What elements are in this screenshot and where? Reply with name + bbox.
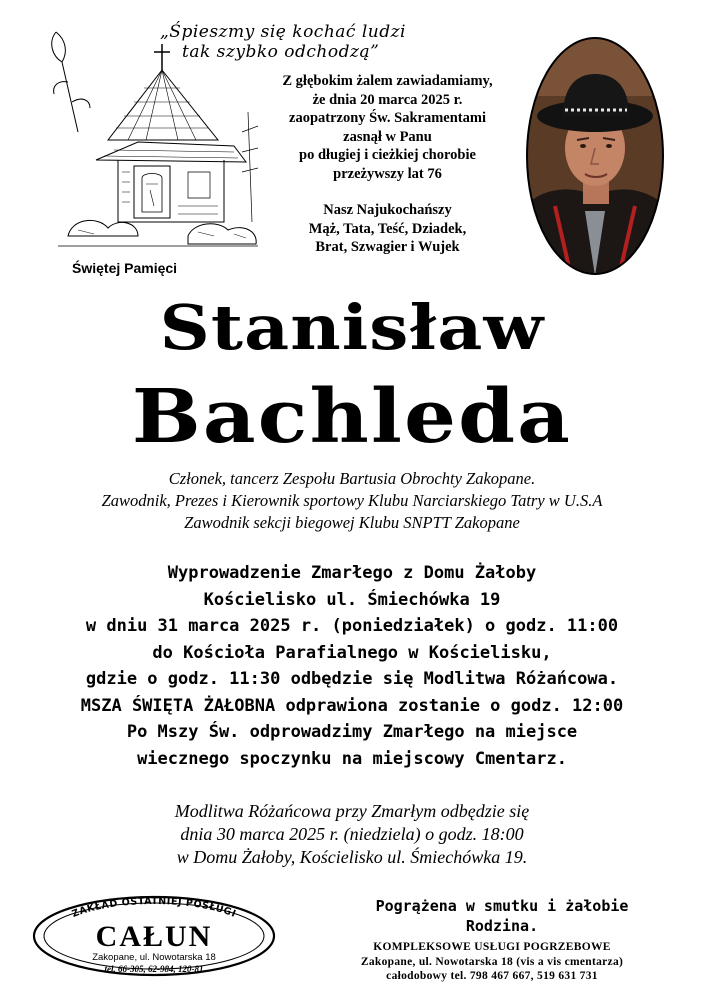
logo-phone: tel. 66-305, 62-984, 120-81 xyxy=(104,964,204,974)
relation-line: Nasz Najukochańszy xyxy=(323,202,452,218)
rosary-line: dnia 30 marca 2025 r. (niedziela) o godz. 18:00 xyxy=(180,824,524,844)
funeral-company-info xyxy=(280,940,704,984)
funeral-line: MSZA ŚWIĘTA ŻAŁOBNA odprawiona zostanie o godz. 12:00 xyxy=(80,695,624,716)
funeral-line: Kościelisko ul. Śmiechówka 19 xyxy=(203,589,501,610)
title-line: Zawodnik, Prezes i Kierownik sportowy Klubu Narciarskiego Tatry w U.S.A xyxy=(101,491,603,510)
death-announcement xyxy=(250,72,525,257)
deceased-first-name: Stanisław xyxy=(159,291,545,364)
funeral-line: Po Mszy Św. odprowadzimy Zmarłego na miejsce xyxy=(126,722,578,742)
in-memoriam-caption: Świętej Pamięci xyxy=(72,260,178,276)
rosary-info xyxy=(0,800,704,869)
title-line: Członek, tancerz Zespołu Bartusia Obrochty Zakopane. xyxy=(168,469,536,488)
company-line: całodobowy tel. 798 467 667, 519 631 731 xyxy=(386,970,598,982)
funeral-line: do Kościoła Parafialnego w Kościelisku, xyxy=(152,642,552,663)
announcement-line: po długiej i cieżkiej chorobie xyxy=(299,147,476,163)
caluan-funeral-home-logo-icon xyxy=(30,894,278,978)
deceased-titles xyxy=(0,468,704,534)
company-line: Zakopane, ul. Nowotarska 18 (vis a vis cmentarza) xyxy=(360,955,624,968)
deceased-last-name: Bachleda xyxy=(131,374,573,460)
family-signature xyxy=(352,896,652,936)
announcement-line: zaopatrzony Św. Sakramentami xyxy=(289,110,486,126)
rosary-line: w Domu Żałoby, Kościelisko ul. Śmiechówka 19. xyxy=(176,847,528,867)
announcement-line: że dnia 20 marca 2025 r. xyxy=(312,91,463,108)
rosary-line: Modlitwa Różańcowa przy Zmarłym odbędzie się xyxy=(174,801,530,821)
funeral-line: Wyprowadzenie Zmarłego z Domu Żałoby xyxy=(167,563,537,583)
relation-line: Mąż, Tata, Teść, Dziadek, xyxy=(308,220,467,237)
quote-line: tak szybko odchodzą” xyxy=(182,42,380,62)
quote-line: „Śpieszmy się kochać ludzi xyxy=(160,22,406,42)
logo-name: CAŁUN xyxy=(95,920,213,953)
funeral-line: wiecznego spoczynku na miejscowy Cmentarz. xyxy=(137,748,567,769)
funeral-schedule xyxy=(0,560,704,772)
family-line: Pogrążena w smutku i żałobie xyxy=(375,897,629,915)
company-line: KOMPLEKSOWE USŁUGI POGRZEBOWE xyxy=(373,941,611,953)
portrait-photo-icon xyxy=(525,36,665,276)
logo-address: Zakopane, ul. Nowotarska 18 xyxy=(92,952,216,963)
family-line: Rodzina. xyxy=(465,917,539,935)
svg-text:ZAKŁAD OSTATNIEJ POSŁUGI xyxy=(70,896,237,920)
announcement-line: przeżywszy lat 76 xyxy=(333,165,442,182)
funeral-line: w dniu 31 marca 2025 r. (poniedziałek) o godz. 11:00 xyxy=(85,616,619,636)
announcement-line: Z głębokim żalem zawiadamiamy, xyxy=(282,73,493,89)
wooden-chapel-sketch-icon xyxy=(38,22,266,260)
logo-top-text: ZAKŁAD OSTATNIEJ POSŁUGI xyxy=(70,895,238,920)
funeral-line: gdzie o godz. 11:30 odbędzie się Modlitwa Różańcowa. xyxy=(85,669,619,689)
title-line: Zawodnik sekcji biegowej Klubu SNPTT Zakopane xyxy=(184,513,520,532)
relation-line: Brat, Szwagier i Wujek xyxy=(315,239,460,255)
announcement-line: zasnął w Panu xyxy=(343,128,432,145)
